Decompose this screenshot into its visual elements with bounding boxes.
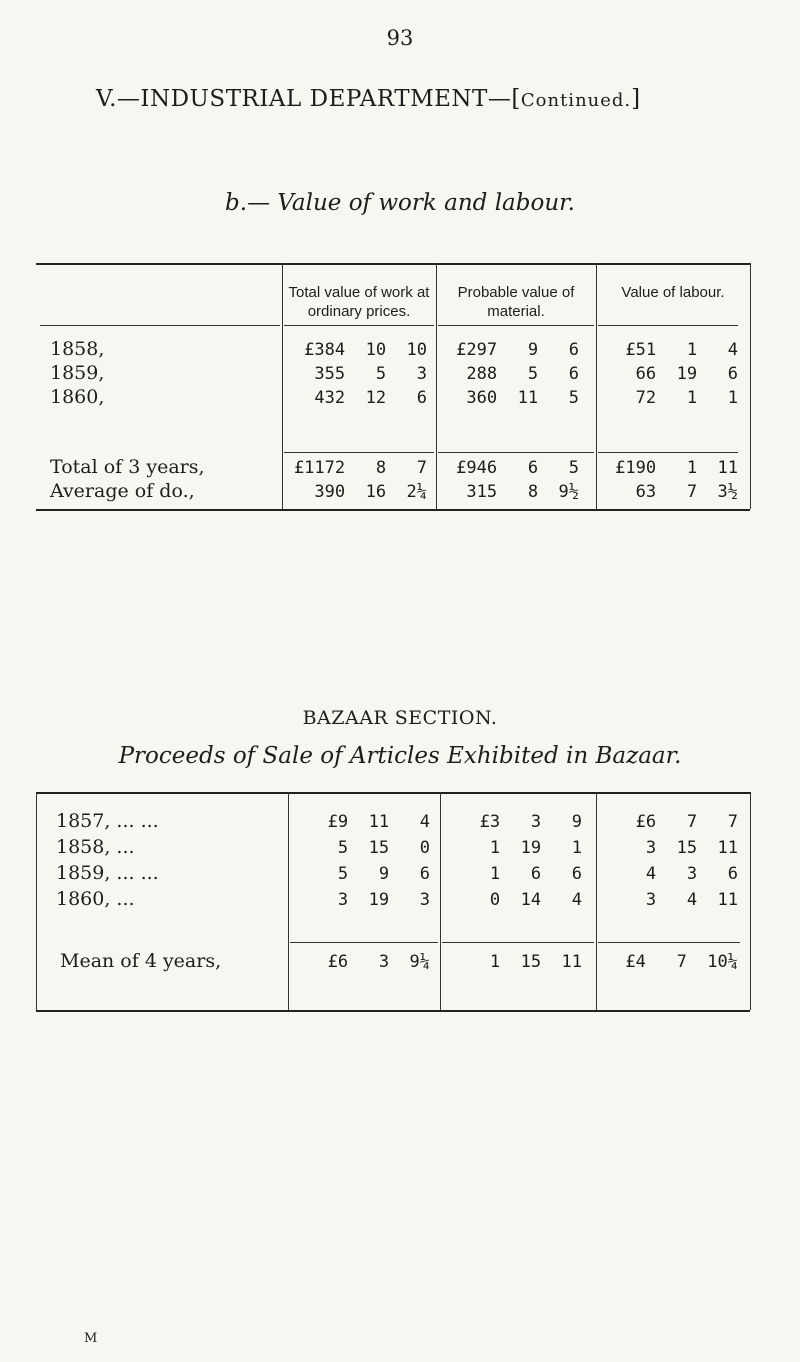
column-divider (596, 263, 597, 509)
cell-value: £4 7 10¼ (625, 952, 738, 972)
column-divider (440, 792, 441, 1010)
table-top-rule (36, 263, 750, 265)
total-rule (290, 942, 438, 943)
column-header-labour: Value of labour. (621, 284, 725, 301)
table-left-border (36, 792, 37, 1010)
header-bracket: ] (631, 86, 641, 112)
column-header-material: Probable value of material. (457, 284, 575, 320)
cell-labour: 66 19 6 (635, 364, 738, 384)
cell-labour: £190 1 11 (615, 458, 738, 478)
cell-value: 0 14 4 (489, 890, 582, 910)
header-rule (40, 325, 280, 326)
cell-value: 3 15 11 (645, 838, 738, 858)
cell-value: £3 3 9 (479, 812, 582, 832)
cell-material: 288 5 6 (466, 364, 579, 384)
cell-value: 5 15 0 (337, 838, 430, 858)
header-main: V.—INDUSTRIAL DEPARTMENT—[ (96, 86, 521, 112)
cell-material: 360 11 5 (466, 388, 579, 408)
page-number: 93 (386, 26, 414, 50)
cell-labour: £51 1 4 (625, 340, 738, 360)
header-rule (598, 325, 738, 326)
table-bottom-rule (36, 1010, 750, 1012)
cell-value: 3 19 3 (337, 890, 430, 910)
cell-value: 5 9 6 (337, 864, 430, 884)
signature-mark: M (84, 1331, 98, 1346)
header-rule (284, 325, 434, 326)
row-label: 1857, ... ... (56, 810, 159, 832)
total-rule (438, 452, 594, 453)
cell-material: £946 6 5 (456, 458, 579, 478)
row-label: 1859, (50, 362, 105, 384)
cell-material: £297 9 6 (456, 340, 579, 360)
total-rule (442, 942, 594, 943)
cell-value: 1 19 1 (489, 838, 582, 858)
cell-value: £6 3 9¼ (327, 952, 430, 972)
table-caption: Proceeds of Sale of Articles Exhibited in Bazaar. (118, 743, 682, 769)
row-label: Mean of 4 years, (60, 950, 222, 972)
cell-value: £6 7 7 (635, 812, 738, 832)
cell-labour: 63 7 3½ (635, 482, 738, 502)
row-label: Average of do., (50, 480, 195, 502)
table-subtitle: b.— Value of work and labour. (225, 190, 575, 216)
row-label: 1858, (50, 338, 105, 360)
cell-value: £9 11 4 (327, 812, 430, 832)
cell-value: 1 6 6 (489, 864, 582, 884)
row-label: 1860, ... (56, 888, 135, 910)
section-title: BAZAAR SECTION. (302, 707, 498, 729)
cell-total-value: 355 5 3 (314, 364, 427, 384)
table-top-rule (36, 792, 750, 794)
cell-total-value: 432 12 6 (314, 388, 427, 408)
cell-total-value: £1172 8 7 (293, 458, 427, 478)
cell-value: 3 4 11 (645, 890, 738, 910)
total-rule (598, 452, 738, 453)
cell-material: 315 8 9½ (466, 482, 579, 502)
cell-value: 1 15 11 (489, 952, 582, 972)
column-divider (282, 263, 283, 509)
column-divider (436, 263, 437, 509)
cell-total-value: 390 16 2¼ (314, 482, 427, 502)
row-label: 1858, ... (56, 836, 135, 858)
column-divider (596, 792, 597, 1010)
row-label: 1860, (50, 386, 105, 408)
section-header (96, 86, 641, 112)
header-rule (438, 325, 594, 326)
row-label: Total of 3 years, (50, 456, 205, 478)
cell-total-value: £384 10 10 (304, 340, 427, 360)
cell-labour: 72 1 1 (635, 388, 738, 408)
table-right-border (750, 263, 751, 509)
table-right-border (750, 792, 751, 1010)
total-rule (598, 942, 740, 943)
column-divider (288, 792, 289, 1010)
row-label: 1859, ... ... (56, 862, 159, 884)
total-rule (284, 452, 434, 453)
table-bottom-rule (36, 509, 750, 511)
header-continued: Continued. (520, 90, 632, 111)
column-header-total-value: Total value of work at ordinary prices. (288, 284, 430, 320)
cell-value: 4 3 6 (645, 864, 738, 884)
